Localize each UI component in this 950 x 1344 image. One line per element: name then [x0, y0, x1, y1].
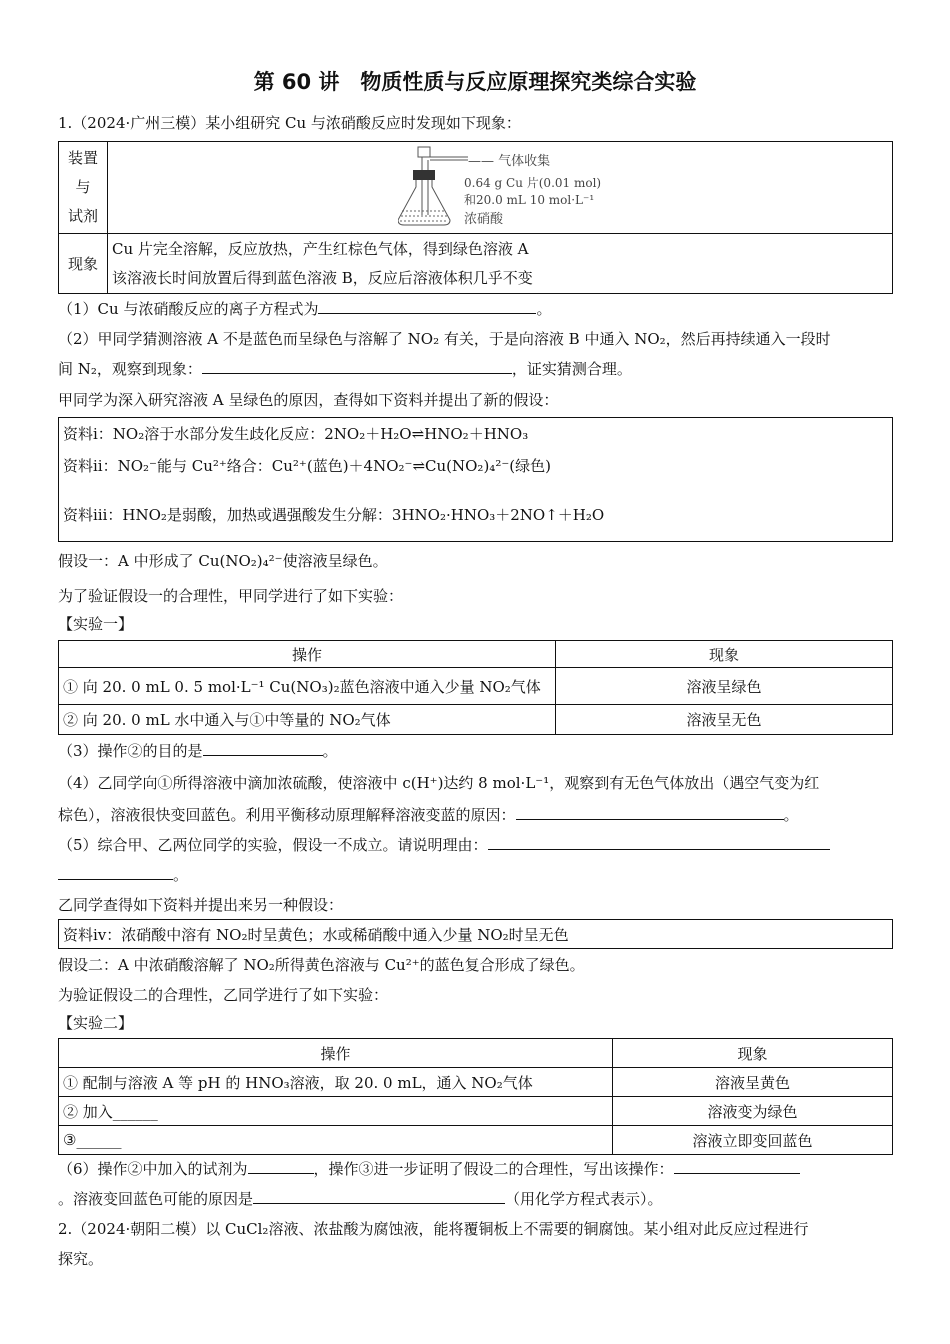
- reference-box-2: [58, 919, 893, 949]
- sub-question-5-line-1: [58, 834, 830, 855]
- table-row: [59, 668, 893, 705]
- sub-question-4-line-1: （4）乙同学向①所得溶液中滴加浓硫酸，使溶液中 c(H⁺)达约 8 mol·L⁻¹，观察到有无色气体放出（遇空气变为红: [58, 774, 820, 792]
- table-row: [59, 705, 893, 735]
- sub-question-1-end: 。: [536, 300, 552, 318]
- research-intro-2: 乙同学查得如下资料并提出来另一种假设：: [58, 896, 344, 914]
- reference-box: [58, 417, 893, 542]
- answer-blank[interactable]: [253, 1189, 505, 1204]
- table-cell: 溶液呈绿色: [556, 668, 893, 705]
- table-cell: ① 配制与溶液 A 等 pH 的 HNO₃溶液，取 20. 0 mL，通入 NO₂气体: [59, 1068, 613, 1097]
- sub-question-2-line-2: [58, 358, 632, 379]
- sub-question-6-mid: ，操作③进一步证明了假设二的合理性，写出该操作：: [313, 1160, 674, 1178]
- verify-intro-1: 为了验证假设一的合理性，甲同学进行了如下实验：: [58, 587, 404, 605]
- reference-4: 资料ⅳ：浓硝酸中溶有 NO₂时呈黄色；水或稀硝酸中通入少量 NO₂时呈无色: [63, 926, 569, 944]
- sub-question-4-end: 。: [783, 806, 799, 824]
- phenomena-header: 现象: [59, 234, 108, 294]
- table-header: 操作: [59, 1039, 613, 1068]
- sub-question-3: [58, 740, 338, 761]
- hypothesis-2: 假设二：A 中浓硝酸溶解了 NO₂所得黄色溶液与 Cu²⁺的蓝色复合形成了绿色。: [58, 956, 585, 974]
- answer-blank[interactable]: [203, 741, 323, 756]
- apparatus-header: [59, 142, 108, 234]
- answer-blank[interactable]: [58, 865, 173, 880]
- experiment-2-table: [58, 1038, 893, 1155]
- apparatus-table: [58, 141, 893, 294]
- sub-question-5-end: 。: [173, 866, 189, 884]
- experiment-2-title: 【实验二】: [58, 1014, 134, 1032]
- page-title: 第 60 讲 物质性质与反应原理探究类综合实验: [253, 70, 697, 94]
- sub-question-2-text: 间 N₂，观察到现象：: [58, 360, 202, 378]
- table-cell: ② 向 20. 0 mL 水中通入与①中等量的 NO₂气体: [59, 705, 556, 735]
- gas-collection-label: —— 气体收集: [468, 154, 551, 169]
- table-header: 现象: [613, 1039, 893, 1068]
- table-header: 操作: [59, 641, 556, 668]
- apparatus-cell: [108, 142, 893, 234]
- table-cell: 溶液立即变回蓝色: [613, 1126, 893, 1155]
- answer-blank[interactable]: [202, 359, 512, 374]
- verify-intro-2: 为验证假设二的合理性，乙同学进行了如下实验：: [58, 986, 389, 1004]
- sub-question-3-end: 。: [322, 742, 338, 760]
- sub-question-1-text: （1）Cu 与浓硝酸反应的离子方程式为: [58, 300, 319, 318]
- question-2-line-2: 探究。: [58, 1250, 104, 1268]
- apparatus-header-1: 装置: [67, 149, 98, 167]
- sub-question-6-text: （6）操作②中加入的试剂为: [58, 1160, 248, 1178]
- phenomena-cell: [108, 234, 893, 294]
- sub-question-2-line-1: （2）甲同学猜测溶液 A 不是蓝色而呈绿色与溶解了 NO₂ 有关，于是向溶液 B 中通入 NO₂，然后再持续通入一段时: [58, 330, 831, 348]
- apparatus-header-2: 与: [75, 178, 91, 196]
- sub-question-5-line-2: [58, 864, 188, 885]
- phenomena-line-2: 该溶液长时间放置后得到蓝色溶液 B，反应后溶液体积几乎不变: [112, 268, 533, 287]
- phenomena-line-1: Cu 片完全溶解，反应放热，产生红棕色气体，得到绿色溶液 A: [112, 239, 529, 258]
- acid-name-label: 浓硝酸: [464, 212, 504, 227]
- hypothesis-1: 假设一：A 中形成了 Cu(NO₂)₄²⁻使溶液呈绿色。: [58, 552, 388, 570]
- table-cell: ③______: [59, 1126, 613, 1155]
- sub-question-1: [58, 298, 551, 319]
- reference-2: 资料ⅱ：NO₂⁻能与 Cu²⁺络合：Cu²⁺(蓝色)＋4NO₂⁻⇌Cu(NO₂)₄²⁻(绿色): [63, 457, 551, 475]
- sub-question-3-text: （3）操作②的目的是: [58, 742, 203, 760]
- question-2-line-1: 2.（2024·朝阳二模）以 CuCl₂溶液、浓盐酸为腐蚀液，能将覆铜板上不需要的铜腐蚀。某小组对此反应过程进行: [58, 1220, 809, 1238]
- table-cell: 溶液变为绿色: [613, 1097, 893, 1126]
- table-cell: ② 加入______: [59, 1097, 613, 1126]
- question-1-intro: 1.（2024·广州三模）某小组研究 Cu 与浓硝酸反应时发现如下现象：: [58, 114, 521, 132]
- apparatus-header-3: 试剂: [67, 207, 98, 225]
- table-cell: 溶液呈无色: [556, 705, 893, 735]
- sub-question-6-line-2: [58, 1188, 663, 1209]
- sub-question-6-line-1: [58, 1158, 800, 1179]
- sub-question-6-text-2: 。溶液变回蓝色可能的原因是: [58, 1190, 254, 1208]
- answer-blank[interactable]: [488, 835, 830, 850]
- table-cell: 溶液呈黄色: [613, 1068, 893, 1097]
- table-row: [59, 1068, 893, 1097]
- table-row: [59, 1097, 893, 1126]
- experiment-1-table: [58, 640, 893, 735]
- answer-blank[interactable]: [318, 299, 536, 314]
- sub-question-2-end: ，证实猜测合理。: [511, 360, 632, 378]
- sub-question-4-line-2: [58, 804, 799, 825]
- sub-question-4-text: 棕色），溶液很快变回蓝色。利用平衡移动原理解释溶液变蓝的原因：: [58, 806, 516, 824]
- answer-blank[interactable]: [248, 1159, 314, 1174]
- table-row: [59, 1126, 893, 1155]
- answer-blank[interactable]: [674, 1159, 800, 1174]
- reference-1: 资料ⅰ：NO₂溶于水部分发生歧化反应：2NO₂＋H₂O⇌HNO₂＋HNO₃: [63, 425, 529, 443]
- answer-blank[interactable]: [516, 805, 784, 820]
- acid-label: 和20.0 mL 10 mol·L⁻¹: [464, 193, 595, 207]
- sub-question-6-end: （用化学方程式表示）。: [505, 1190, 663, 1208]
- research-intro: 甲同学为深入研究溶液 A 呈绿色的原因，查得如下资料并提出了新的假设：: [58, 391, 559, 409]
- sub-question-5-text: （5）综合甲、乙两位同学的实验，假设一不成立。请说明理由：: [58, 836, 488, 854]
- table-cell: ① 向 20. 0 mL 0. 5 mol·L⁻¹ Cu(NO₃)₂蓝色溶液中通入少量 NO₂气体: [59, 668, 556, 705]
- experiment-1-title: 【实验一】: [58, 615, 134, 633]
- table-header: 现象: [556, 641, 893, 668]
- reference-3: 资料ⅲ：HNO₂是弱酸，加热或遇强酸发生分解：3HNO₂·HNO₃＋2NO↑＋H₂O: [63, 506, 605, 524]
- cu-label: 0.64 g Cu 片(0.01 mol): [464, 176, 602, 190]
